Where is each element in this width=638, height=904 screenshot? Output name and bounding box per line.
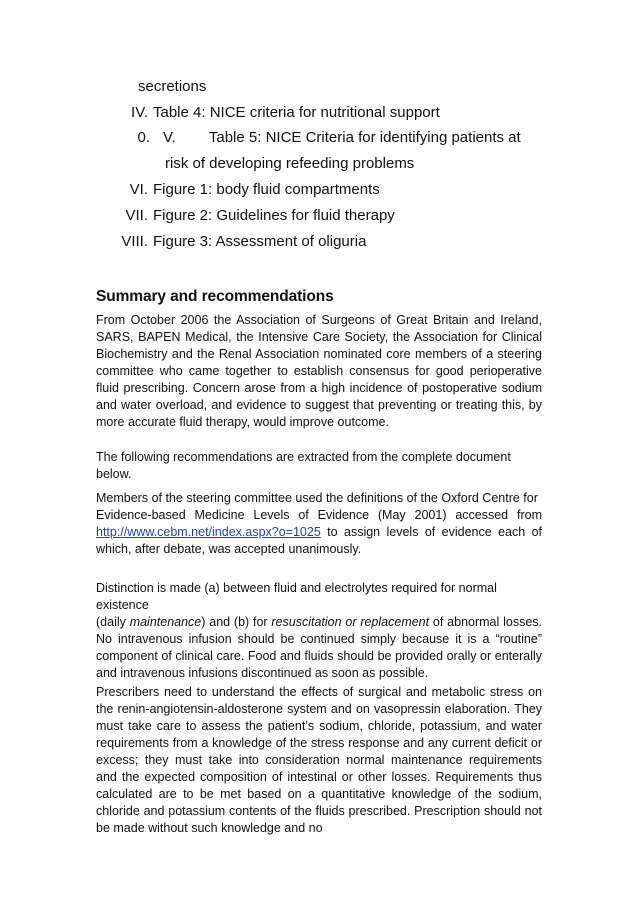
- section-heading: Summary and recommendations: [96, 288, 334, 305]
- list-item-text: Figure 1: body fluid compartments: [153, 181, 380, 198]
- paragraph-distinction-text: (daily: [96, 615, 130, 629]
- list-item-number: VII.: [125, 207, 148, 224]
- paragraph-evidence-line3: to assign levels of evidence each of which, after debate, was accepted unanimously.: [96, 525, 542, 556]
- list-item-number: VI.: [129, 181, 148, 198]
- paragraph-evidence-line2: Evidence-based Medicine Levels of Evidence (May 2001) accessed from: [96, 508, 542, 522]
- list-item-text: V. Table 5: NICE Criteria for identifying patients at: [163, 129, 521, 146]
- paragraph-intro: From October 2006 the Association of Surgeons of Great Britain and Ireland, SARS, BAPEN Medical, the Intensive Care Society, the Association for Clinical Biochemistry and the Renal Association nominated core members of a steering committee who came together to establish consensus for good perioperative fluid prescribing. Concern arose from a high incidence of postoperative sodium and water overload, and evidence to suggest that preventing or treating this, by more accurate fluid therapy, would improve outcome.: [96, 313, 542, 429]
- list-item-text: secretions: [138, 78, 207, 95]
- paragraph-extract-note: The following recommendations are extracted from the complete document below.: [96, 450, 511, 481]
- paragraph-distinction-text: of abnormal losses. No intravenous infusion should be continued simply because it is a “routine” component of clinical care. Food and fluids should be provided orally or enterally and intravenous infusions discontinued as soon as possible.: [96, 615, 542, 680]
- emphasis-resuscitation: resuscitation or replacement: [271, 615, 430, 629]
- paragraph-evidence-line1: Members of the steering committee used the definitions of the Oxford Centre for: [96, 491, 538, 505]
- list-item-text: risk of developing refeeding problems: [165, 155, 415, 172]
- list-item-text: Table 4: NICE criteria for nutritional support: [153, 104, 440, 121]
- paragraph-distinction: [96, 580, 542, 682]
- list-item-number: VIII.: [121, 233, 148, 250]
- list-item-number: 0.: [137, 129, 150, 146]
- list-item-number: IV.: [131, 104, 148, 121]
- list-item-text: Figure 2: Guidelines for fluid therapy: [153, 207, 395, 224]
- emphasis-maintenance: maintenance: [129, 615, 202, 629]
- paragraph-evidence: [96, 490, 542, 558]
- paragraph-distinction-text: ) and (b) for: [201, 615, 272, 629]
- cebm-link[interactable]: http://www.cebm.net/index.aspx?o=1025: [96, 525, 321, 539]
- paragraph-distinction-line1: Distinction is made (a) between fluid and electrolytes required for normal existence: [96, 581, 497, 612]
- paragraph-prescribers: Prescribers need to understand the effects of surgical and metabolic stress on the renin-angiotensin-aldosterone system and on vasopressin elaboration. They must take care to assess the patient’s sodium, chloride, potassium, and water requirements from a knowledge of the stress response and any current deficit or excess; they must take into consideration normal maintenance requirements and the expected composition of intestinal or other losses. Requirements thus calculated are to be met based on a quantitative knowledge of the sodium, chloride and potassium contents of the fluids prescribed. Prescription should not be made without such knowledge and no: [96, 685, 542, 835]
- list-item-text: Figure 3: Assessment of oliguria: [153, 233, 367, 250]
